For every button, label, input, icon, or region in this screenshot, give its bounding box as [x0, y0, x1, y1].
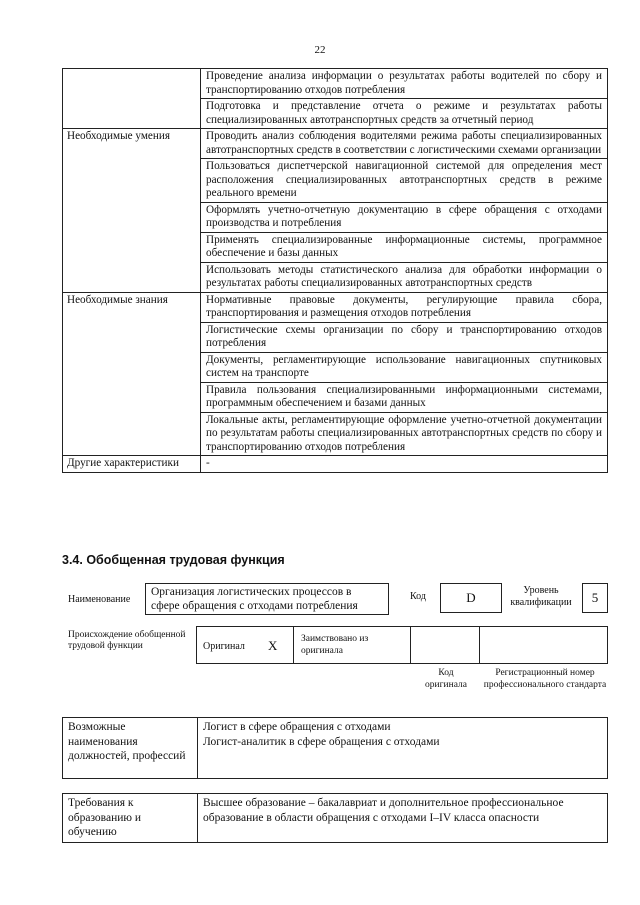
original-label: Оригинал — [203, 641, 245, 652]
row-label — [63, 69, 201, 129]
function-name-value: Организация логистических процессов в сфере обращения с отходами потребления — [145, 583, 389, 615]
row-text: - — [201, 456, 608, 473]
positions-table — [62, 717, 608, 779]
positions-label: Возможные наименования должностей, профессий — [63, 718, 198, 779]
row-text: Локальные акты, регламентирующие оформление учетно-отчетной документации по результатам работы специализированных автотранспортных средств по сбору и транспортированию отходов потребления — [201, 412, 608, 456]
original-mark: X — [268, 638, 278, 653]
row-text: Пользоваться диспетчерской навигационной системой для определения мест расположения специализированных автотранспортных средств в режиме реального времени — [201, 159, 608, 203]
education-table — [62, 793, 608, 843]
education-label: Требования к образованию и обучению — [63, 794, 198, 843]
level-label: Уровень квалификации — [510, 585, 572, 608]
row-text: Нормативные правовые документы, регулирующие правила сбора, транспортирования и размещения отходов потребления — [201, 292, 608, 322]
row-text: Проведение анализа информации о результатах работы водителей по сбору и транспортированию отходов потребления — [201, 69, 608, 99]
row-text: Оформлять учетно-отчетную документацию в сфере обращения с отходами производства и потребления — [201, 202, 608, 232]
row-text: Документы, регламентирующие использование навигационных спутниковых систем на транспорте — [201, 352, 608, 382]
positions-values — [198, 718, 608, 779]
row-label: Необходимые знания — [63, 292, 201, 456]
table-row — [63, 129, 608, 159]
row-text: Использовать методы статистического анализа для обработки информации о результатах работы специализированных автотранспортных средств — [201, 262, 608, 292]
row-text: Логистические схемы организации по сбору и транспортированию отходов потребления — [201, 322, 608, 352]
code-original-label: Код оригинала — [425, 668, 467, 690]
row-label: Другие характеристики — [63, 456, 201, 473]
code-original-cell — [410, 626, 480, 664]
row-text: Применять специализированные информационные системы, программное обеспечение и базы данных — [201, 232, 608, 262]
origin-label: Происхождение обобщенной трудовой функции — [68, 630, 186, 651]
table-row — [63, 456, 608, 473]
code-label: Код — [410, 591, 426, 602]
education-value: Высшее образование – бакалавриат и дополнительное профессиональное образование в области обращения с отходами I–IV класса опасности — [198, 794, 608, 843]
name-label: Наименование — [68, 594, 131, 605]
row-label: Необходимые умения — [63, 129, 201, 293]
position-2: Логист-аналитик в сфере обращения с отходами — [203, 735, 440, 748]
row-text: Проводить анализ соблюдения водителями режима работы специализированных автотранспортных средств в соответствии с логистическими схемами организации — [201, 129, 608, 159]
table-row — [63, 69, 608, 99]
reg-number-label: Регистрационный номер профессионального стандарта — [483, 668, 607, 690]
skills-knowledge-table — [62, 68, 608, 473]
level-value: 5 — [582, 583, 608, 613]
section-title: 3.4. Обобщенная трудовая функция — [62, 553, 285, 567]
code-value: D — [440, 583, 502, 613]
position-1: Логист в сфере обращения с отходами — [203, 721, 391, 733]
page-number: 22 — [314, 44, 326, 56]
borrowed-label: Заимствовано из оригинала — [301, 634, 369, 656]
row-text: Подготовка и представление отчета о режиме и результатах работы специализированных автотранспортных средств за отчетный период — [201, 99, 608, 129]
row-text: Правила пользования специализированными информационными системами, программным обеспечением и базами данных — [201, 382, 608, 412]
table-row — [63, 292, 608, 322]
